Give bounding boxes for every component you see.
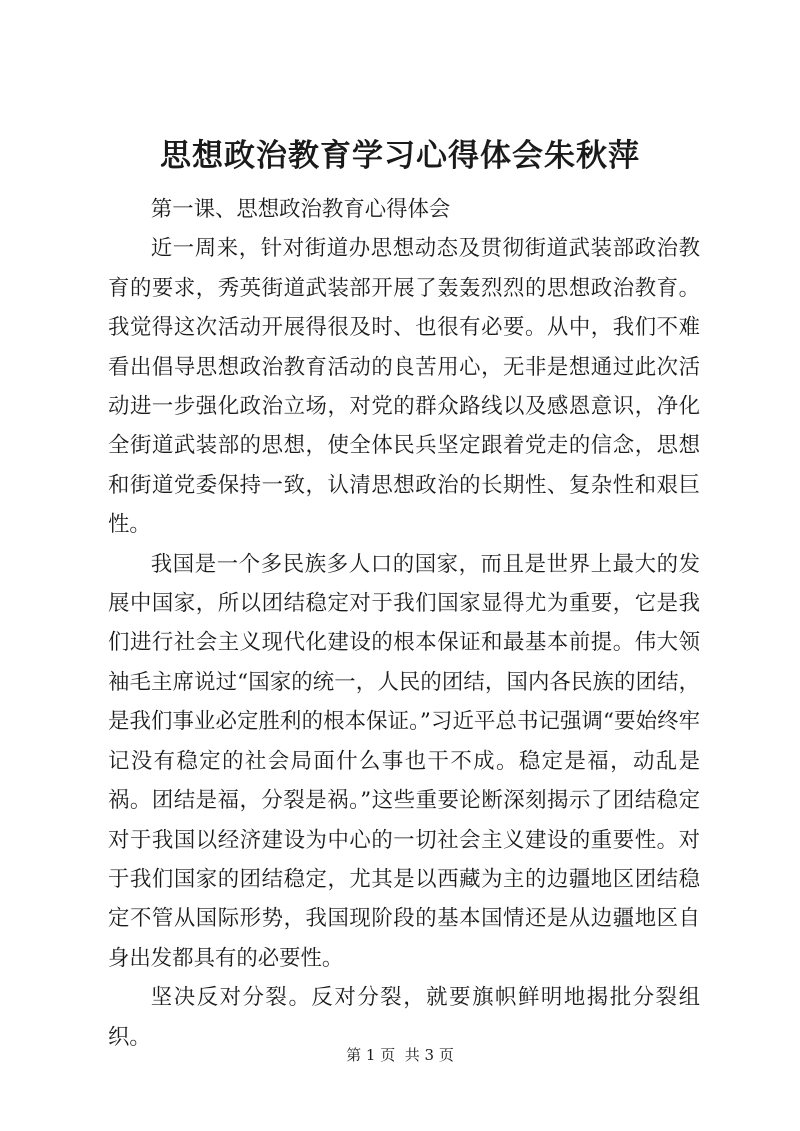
- paragraph-1: 近一周来，针对街道办思想动态及贯彻街道武装部政治教育的要求，秀英街道武装部开展了轰轰烈烈的思想政治教育。我觉得这次活动开展得很及时、也很有必要。从中，我们不难看出倡导思想政治教育活动的良苦用心，无非是想通过此次活动进一步强化政治立场，对党的群众路线以及感恩意识，净化全街道武装部的思想，使全体民兵坚定跟着党走的信念，思想和街道党委保持一致，认清思想政治的长期性、复杂性和艰巨性。: [108, 236, 700, 538]
- paragraph-2: 我国是一个多民族多人口的国家，而且是世界上最大的发展中国家，所以团结稳定对于我们国家显得尤为重要，它是我们进行社会主义现代化建设的根本保证和最基本前提。伟大领袖毛主席说过“国家的统一，人民的团结，国内各民族的团结，是我们事业必定胜利的根本保证。”习近平总书记强调“要始终牢记没有稳定的社会局面什么事也干不成。稳定是福，动乱是祸。团结是福，分裂是祸。”这些重要论断深刻揭示了团结稳定对于我国以经济建设为中心的一切社会主义建设的重要性。对于我们国家的团结稳定，尤其是以西藏为主的边疆地区团结稳定不管从国际形势，我国现阶段的基本国情还是从边疆地区自身出发都具有的必要性。: [108, 551, 700, 971]
- document-body: [108, 190, 700, 1057]
- page-footer: [0, 1045, 800, 1065]
- page-number-label: 第 1 页 共 3 页: [346, 1046, 454, 1064]
- paragraph-3: 坚决反对分裂。反对分裂，就要旗帜鲜明地揭批分裂组织。: [108, 985, 700, 1050]
- document-title: 思想政治教育学习心得体会朱秋萍: [160, 138, 640, 174]
- section-heading: 第一课、思想政治教育心得体会: [150, 197, 451, 222]
